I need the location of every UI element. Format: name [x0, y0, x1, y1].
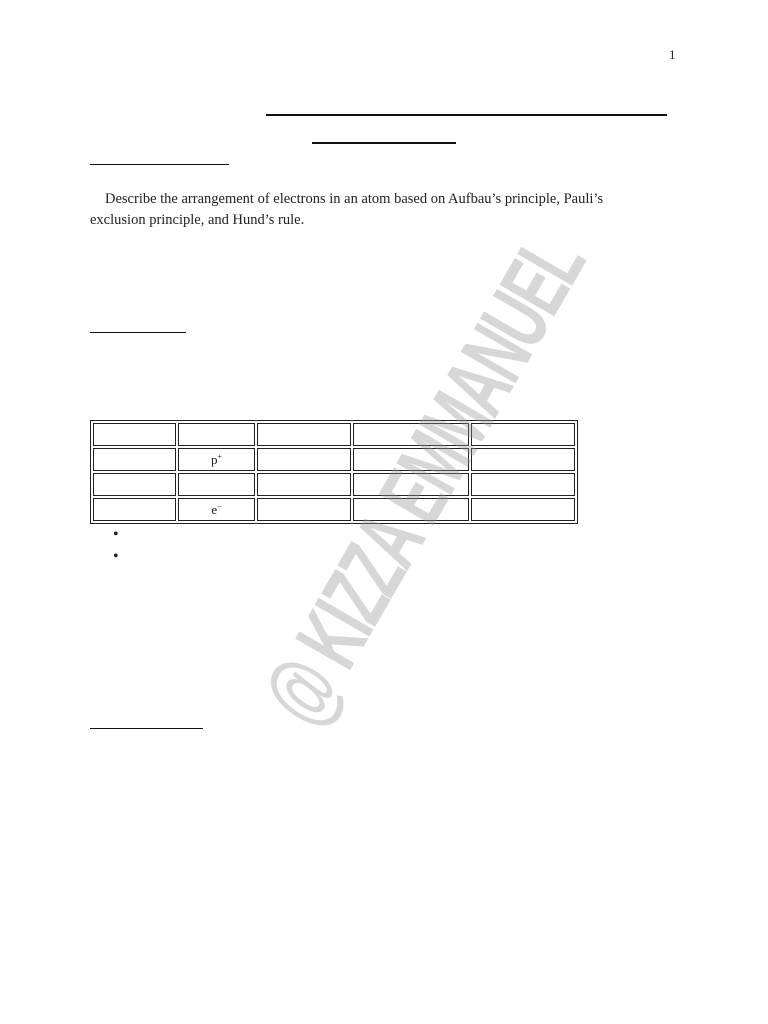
table-cell — [93, 423, 176, 446]
table-cell — [353, 473, 469, 496]
electron-symbol-cell — [178, 498, 255, 521]
section-heading-underline-2 — [90, 332, 186, 333]
table-cell — [93, 448, 176, 471]
table-cell — [257, 448, 351, 471]
table-cell — [471, 423, 575, 446]
subatomic-particle-table — [90, 420, 578, 524]
table-cell — [353, 448, 469, 471]
table-cell — [93, 498, 176, 521]
proton-symbol: p — [210, 451, 218, 467]
proton-charge: + — [217, 451, 222, 461]
table-cell — [471, 498, 575, 521]
table-cell — [353, 498, 469, 521]
table-cell — [471, 448, 575, 471]
subtitle-underline — [312, 142, 456, 144]
table-row — [93, 448, 575, 471]
table-row — [93, 423, 575, 446]
electron-charge: − — [217, 501, 222, 511]
table-row — [93, 498, 575, 521]
watermark: @ KIZZA EMMANUEL — [243, 219, 604, 742]
table-cell — [178, 423, 255, 446]
table-cell — [257, 473, 351, 496]
table-cell — [257, 423, 351, 446]
table-cell — [257, 498, 351, 521]
section-heading-underline-3 — [90, 728, 203, 729]
table-cell — [353, 423, 469, 446]
proton-symbol-cell — [178, 448, 255, 471]
objective-text: Describe the arrangement of electrons in an atom based on Aufbau’s principle, Pauli’s exclusion principle, and Hund’s rule. — [90, 191, 604, 228]
electron-symbol: e — [211, 501, 218, 517]
table-cell — [178, 473, 255, 496]
table-cell — [93, 473, 176, 496]
page-number: 1 — [669, 47, 676, 62]
section-heading-underline-1 — [90, 164, 229, 165]
title-underline — [266, 114, 667, 116]
table-row — [93, 473, 575, 496]
table-cell — [471, 473, 575, 496]
